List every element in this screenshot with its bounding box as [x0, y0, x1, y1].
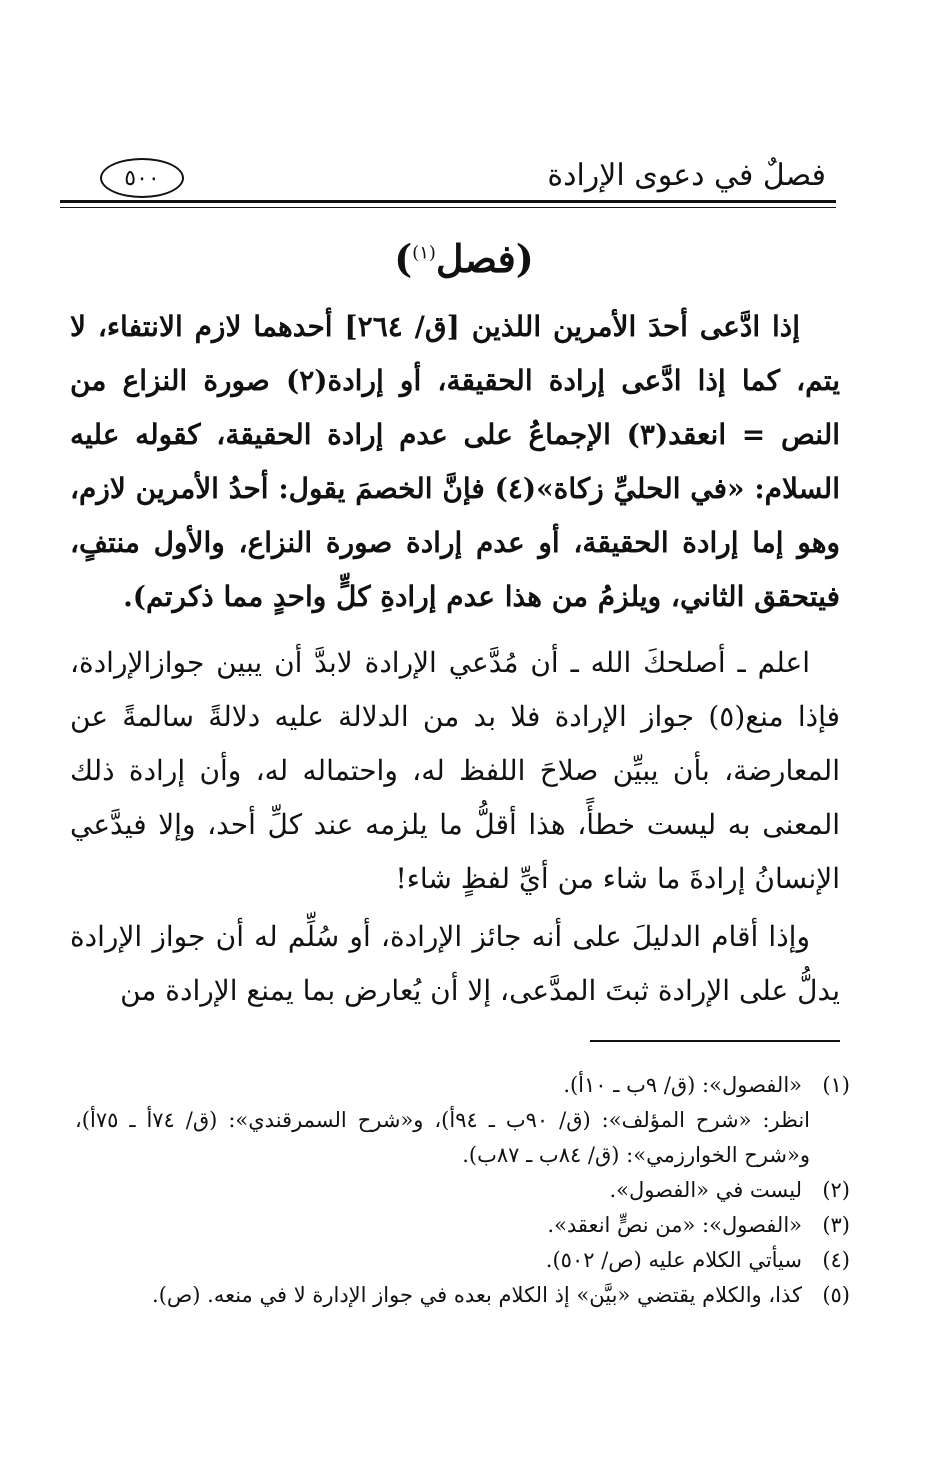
footnote-number: (٤) [822, 1248, 850, 1272]
section-heading-footnote-ref: (١) [412, 242, 436, 264]
footnote-number: (٢) [822, 1178, 850, 1202]
footnote-1-continuation: انظر: «شرح المؤلف»: (ق/ ٩٠ب ـ ٩٤أ)، و«شرح السمرقندي»: (ق/ ٧٤أ ـ ٧٥أ)، و«شرح الخوارزمي»: (ق/ ٨٤ب ـ ٨٧ب). [75, 1108, 811, 1167]
header-rule-thin [60, 207, 836, 208]
footnote-2 [75, 1173, 850, 1208]
section-heading-close: ) [394, 236, 413, 281]
footnote-5 [75, 1278, 850, 1313]
paragraph-1 [70, 300, 840, 624]
footnote-number: (٣) [822, 1213, 850, 1237]
footnotes [75, 1068, 850, 1313]
header-rule-thick [60, 200, 836, 203]
paragraph-3 [70, 910, 840, 1018]
footnote-text: ليست في «الفصول». [609, 1178, 802, 1202]
paragraph-text: اعلم ـ أصلحكَ الله ـ أن مُدَّعي الإرادة لابدَّ أن يبين جوازالإرادة، فإذا منع(٥) جواز الإرادة فلا بد من الدلالة عليه دلالةً سالمةً عن المعارضة، بأن يبيِّن صلاحَ اللفظ له، واحتماله له، وأن إرادة ذلك المعنى به ليست خطأً، هذا أقلُّ ما يلزمه عند كلِّ أحد، وإلا فيدَّعي الإنسانُ إرادةَ ما شاء من أيِّ لفظٍ شاء! [70, 646, 840, 895]
section-heading-text: (فصل [435, 236, 534, 281]
footnote-number: (٥) [822, 1283, 850, 1307]
footnote-text: سيأتي الكلام عليه (ص/ ٥٠٢). [545, 1248, 802, 1272]
footnote-text: «الفصول»: «من نصٍّ انعقد». [547, 1213, 802, 1237]
footnote-4 [75, 1243, 850, 1278]
page-number: ٥٠٠ [100, 158, 184, 198]
paragraph-text: وإذا أقام الدليلَ على أنه جائز الإرادة، أو سُلِّم له أن جواز الإرادة يدلُّ على الإرادة ثبتَ المدَّعى، إلا أن يُعارض بما يمنع الإرادة من [70, 920, 840, 1007]
footnote-text: «الفصول»: (ق/ ٩ب ـ ١٠أ). [563, 1073, 802, 1097]
footnote-1 [75, 1068, 850, 1103]
footnote-separator [590, 1040, 840, 1042]
footnote-text: كذا، والكلام يقتضي «بيَّن» إذ الكلام بعده في جواز الإدارة لا في منعه. (ص). [152, 1283, 802, 1307]
page-header [60, 150, 836, 210]
paragraph-2 [70, 636, 840, 906]
footnote-number: (١) [822, 1073, 850, 1097]
section-heading [0, 236, 928, 281]
paragraph-text: إذا ادَّعى أحدَ الأمرين اللذين [ق/ ٢٦٤] أحدهما لازم الانتفاء، لا يتم، كما إذا ادَّعى إرادة الحقيقة، أو إرادة(٢) صورة النزاع من النص = انعقد(٣) الإجماعُ على عدم إرادة الحقيقة، كقوله عليه السلام: «في الحليِّ زكاة»(٤) فإنَّ الخصمَ يقول: أحدُ الأمرين لازم، وهو إما إرادة الحقيقة، أو عدم إرادة صورة النزاع، والأول منتفٍ، فيتحقق الثاني، ويلزمُ من هذا عدم إرادةِ كلٍّ واحدٍ مما ذكرتم). [70, 310, 841, 613]
running-title: فصلٌ في دعوى الإرادة [547, 158, 826, 193]
footnote-3 [75, 1208, 850, 1243]
